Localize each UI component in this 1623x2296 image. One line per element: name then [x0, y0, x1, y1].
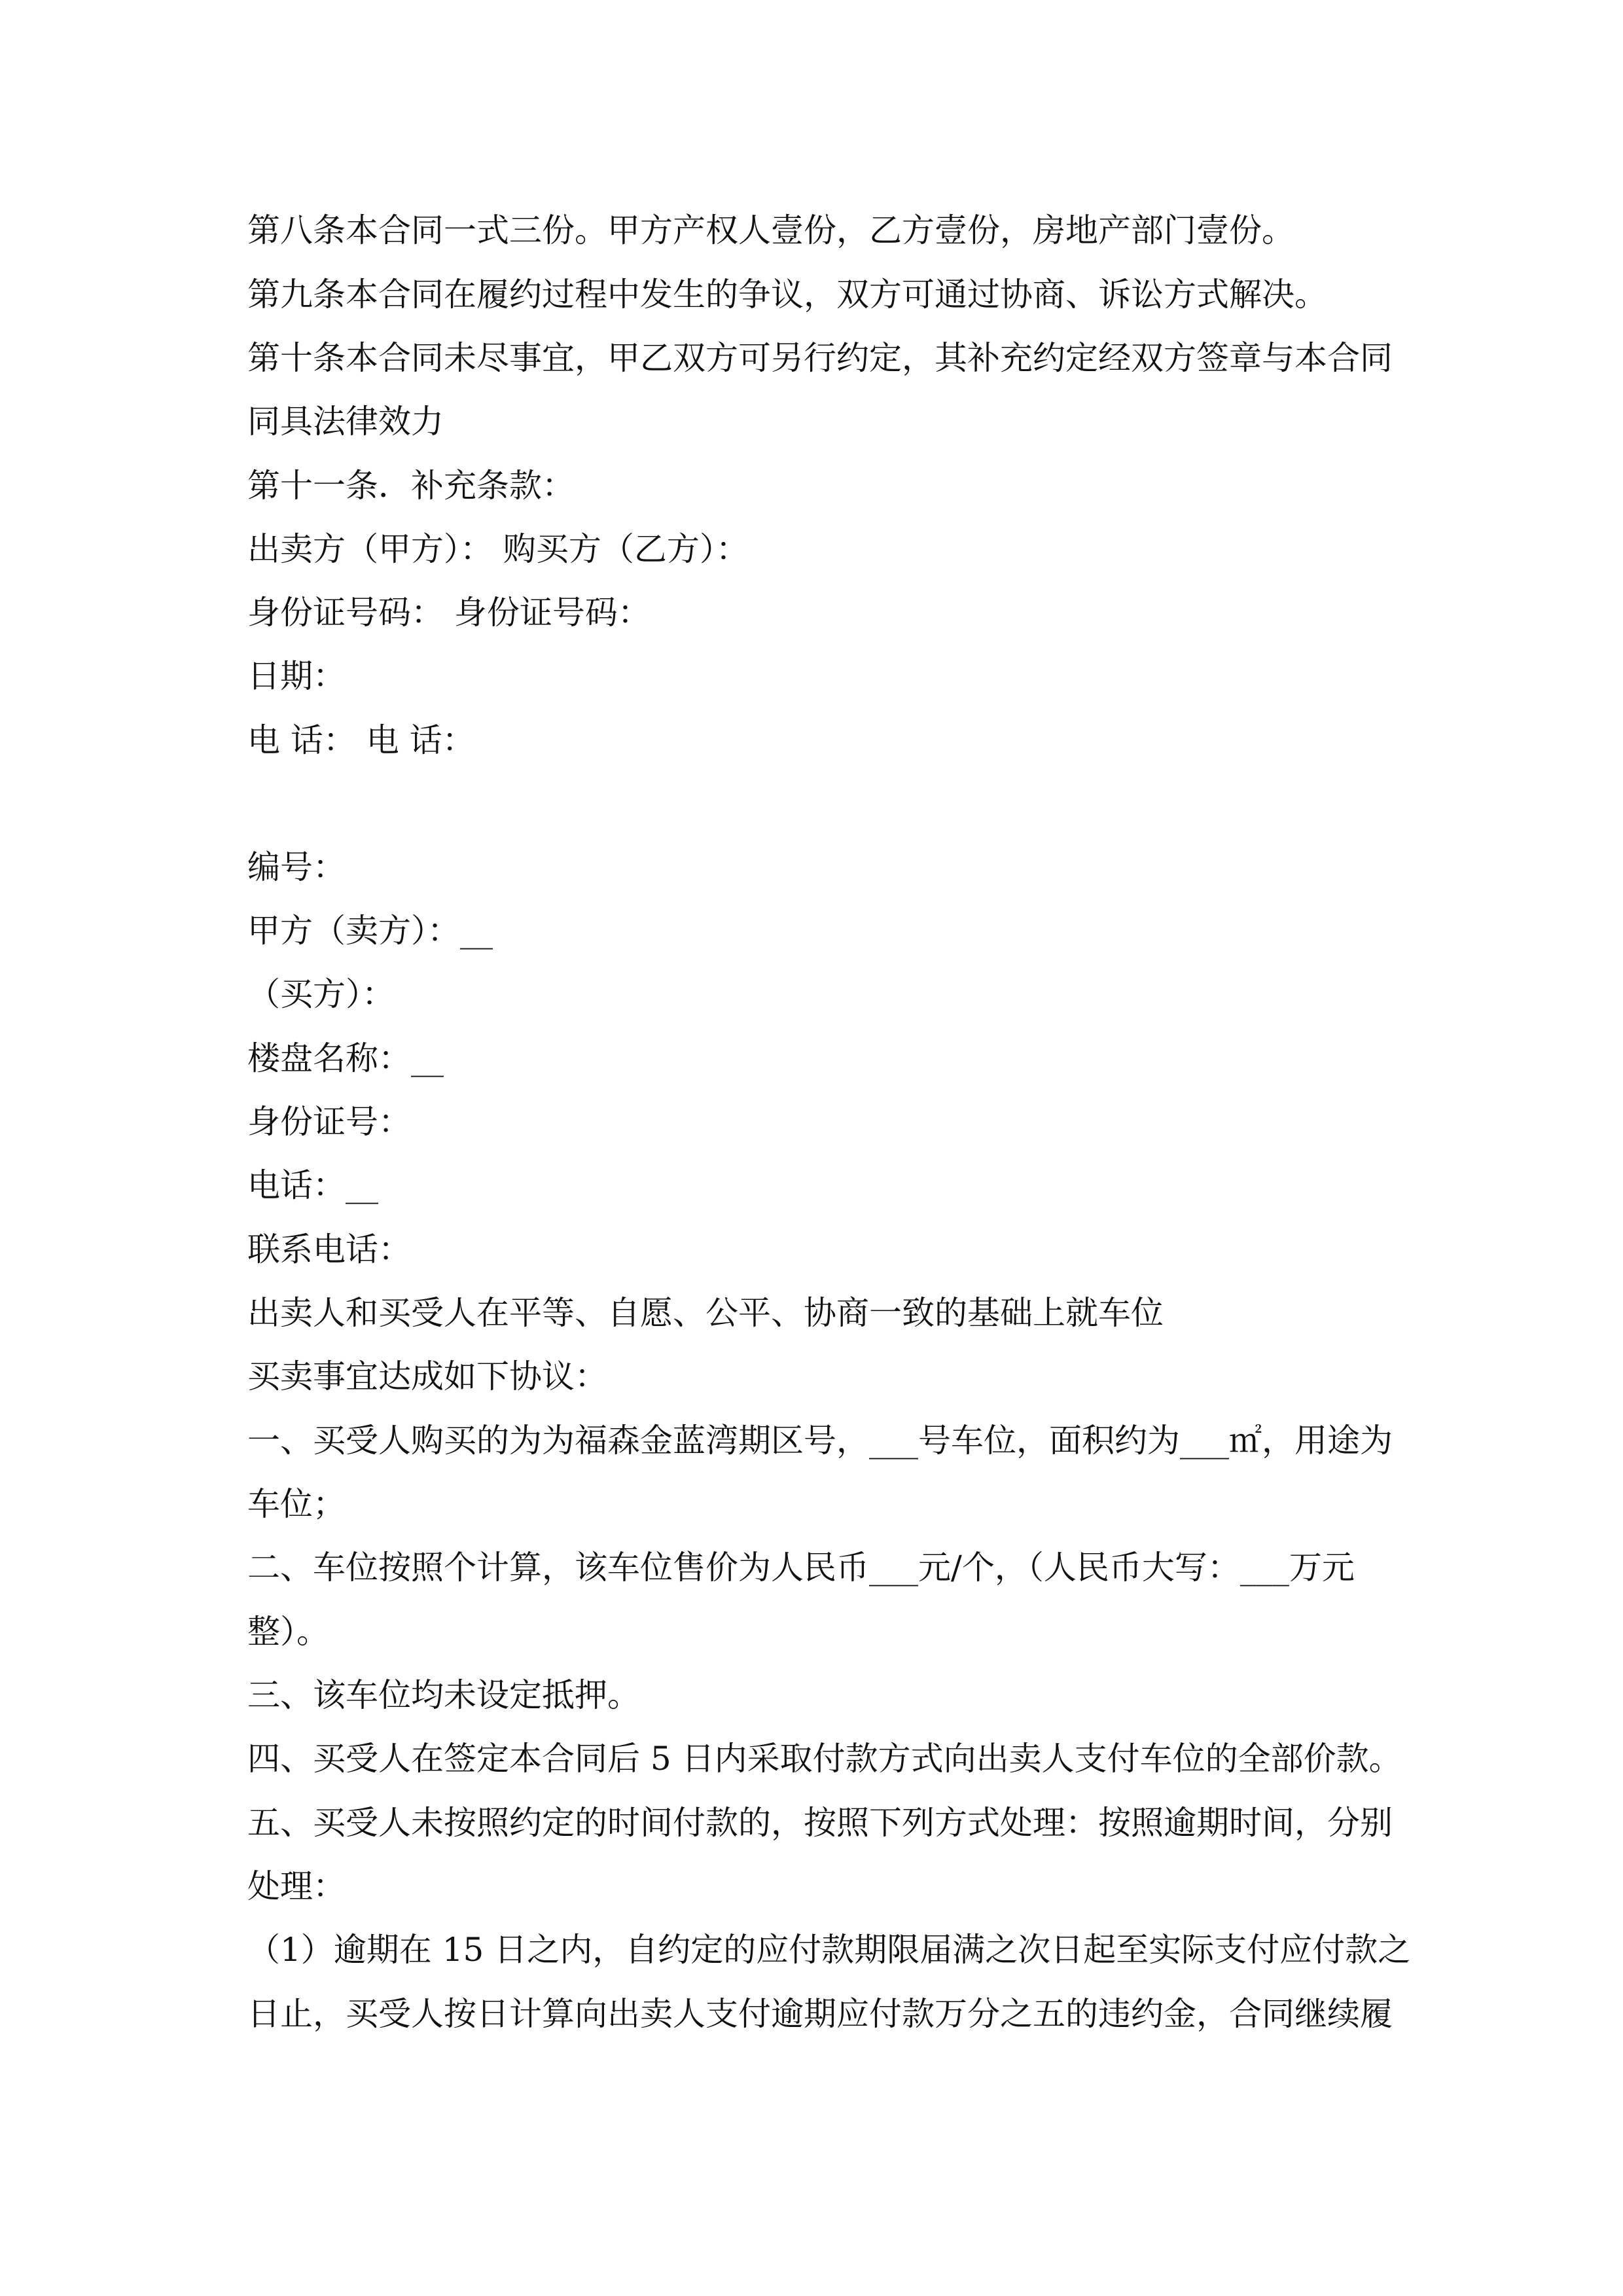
article-5-item-1-continued: 日止，买受人按日计算向出卖人支付逾期应付款万分之五的违约金，合同继续履: [247, 1995, 1393, 2033]
article-1-continued: 车位；: [247, 1485, 346, 1523]
article-2: 二、车位按照个计算，该车位售价为人民币___元/个，（人民币大写：___万元: [247, 1549, 1355, 1587]
id-number: 身份证号：: [247, 1103, 411, 1141]
article-1: 一、买受人购买的为为福森金蓝湾期区号，___号车位，面积约为___㎡，用途为: [247, 1422, 1393, 1460]
phone-line: 电 话： 电 话：: [247, 721, 475, 759]
clause-9: 第九条本合同在履约过程中发生的争议，双方可通过协商、诉讼方式解决。: [247, 276, 1327, 314]
preamble-2: 买卖事宜达成如下协议：: [247, 1357, 607, 1395]
article-5: 五、买受人未按照约定的时间付款的，按照下列方式处理：按照逾期时间，分别: [247, 1804, 1393, 1842]
phone: 电话：__: [247, 1166, 378, 1204]
article-4: 四、买受人在签定本合同后 5 日内采取付款方式向出卖人支付车位的全部价款。: [247, 1740, 1402, 1778]
party-a-seller: 甲方（卖方）：__: [247, 912, 493, 950]
contract-number: 编号：: [247, 848, 346, 886]
article-2-continued: 整）。: [247, 1613, 329, 1651]
property-name: 楼盘名称：__: [247, 1039, 444, 1077]
clause-11: 第十一条．补充条款：: [247, 467, 575, 505]
preamble-1: 出卖人和买受人在平等、自愿、公平、协商一致的基础上就车位: [247, 1294, 1164, 1332]
id-number-line: 身份证号码： 身份证号码：: [247, 594, 651, 632]
seller-buyer-line: 出卖方（甲方）： 购买方（乙方）：: [247, 530, 749, 568]
contact-phone: 联系电话：: [247, 1230, 411, 1268]
article-5-continued: 处理：: [247, 1867, 346, 1905]
date-line: 日期：: [247, 657, 346, 695]
article-3: 三、该车位均未设定抵押。: [247, 1676, 640, 1714]
clause-10-continued: 同具法律效力: [247, 403, 444, 440]
buyer-label: （买方）：: [247, 975, 395, 1013]
clause-8: 第八条本合同一式三份。甲方产权人壹份，乙方壹份，房地产部门壹份。: [247, 211, 1294, 249]
article-5-item-1: （1）逾期在 15 日之内，自约定的应付款期限届满之次日起至实际支付应付款之: [247, 1931, 1411, 1969]
clause-10: 第十条本合同未尽事宜，甲乙双方可另行约定，其补充约定经双方签章与本合同: [247, 339, 1393, 377]
